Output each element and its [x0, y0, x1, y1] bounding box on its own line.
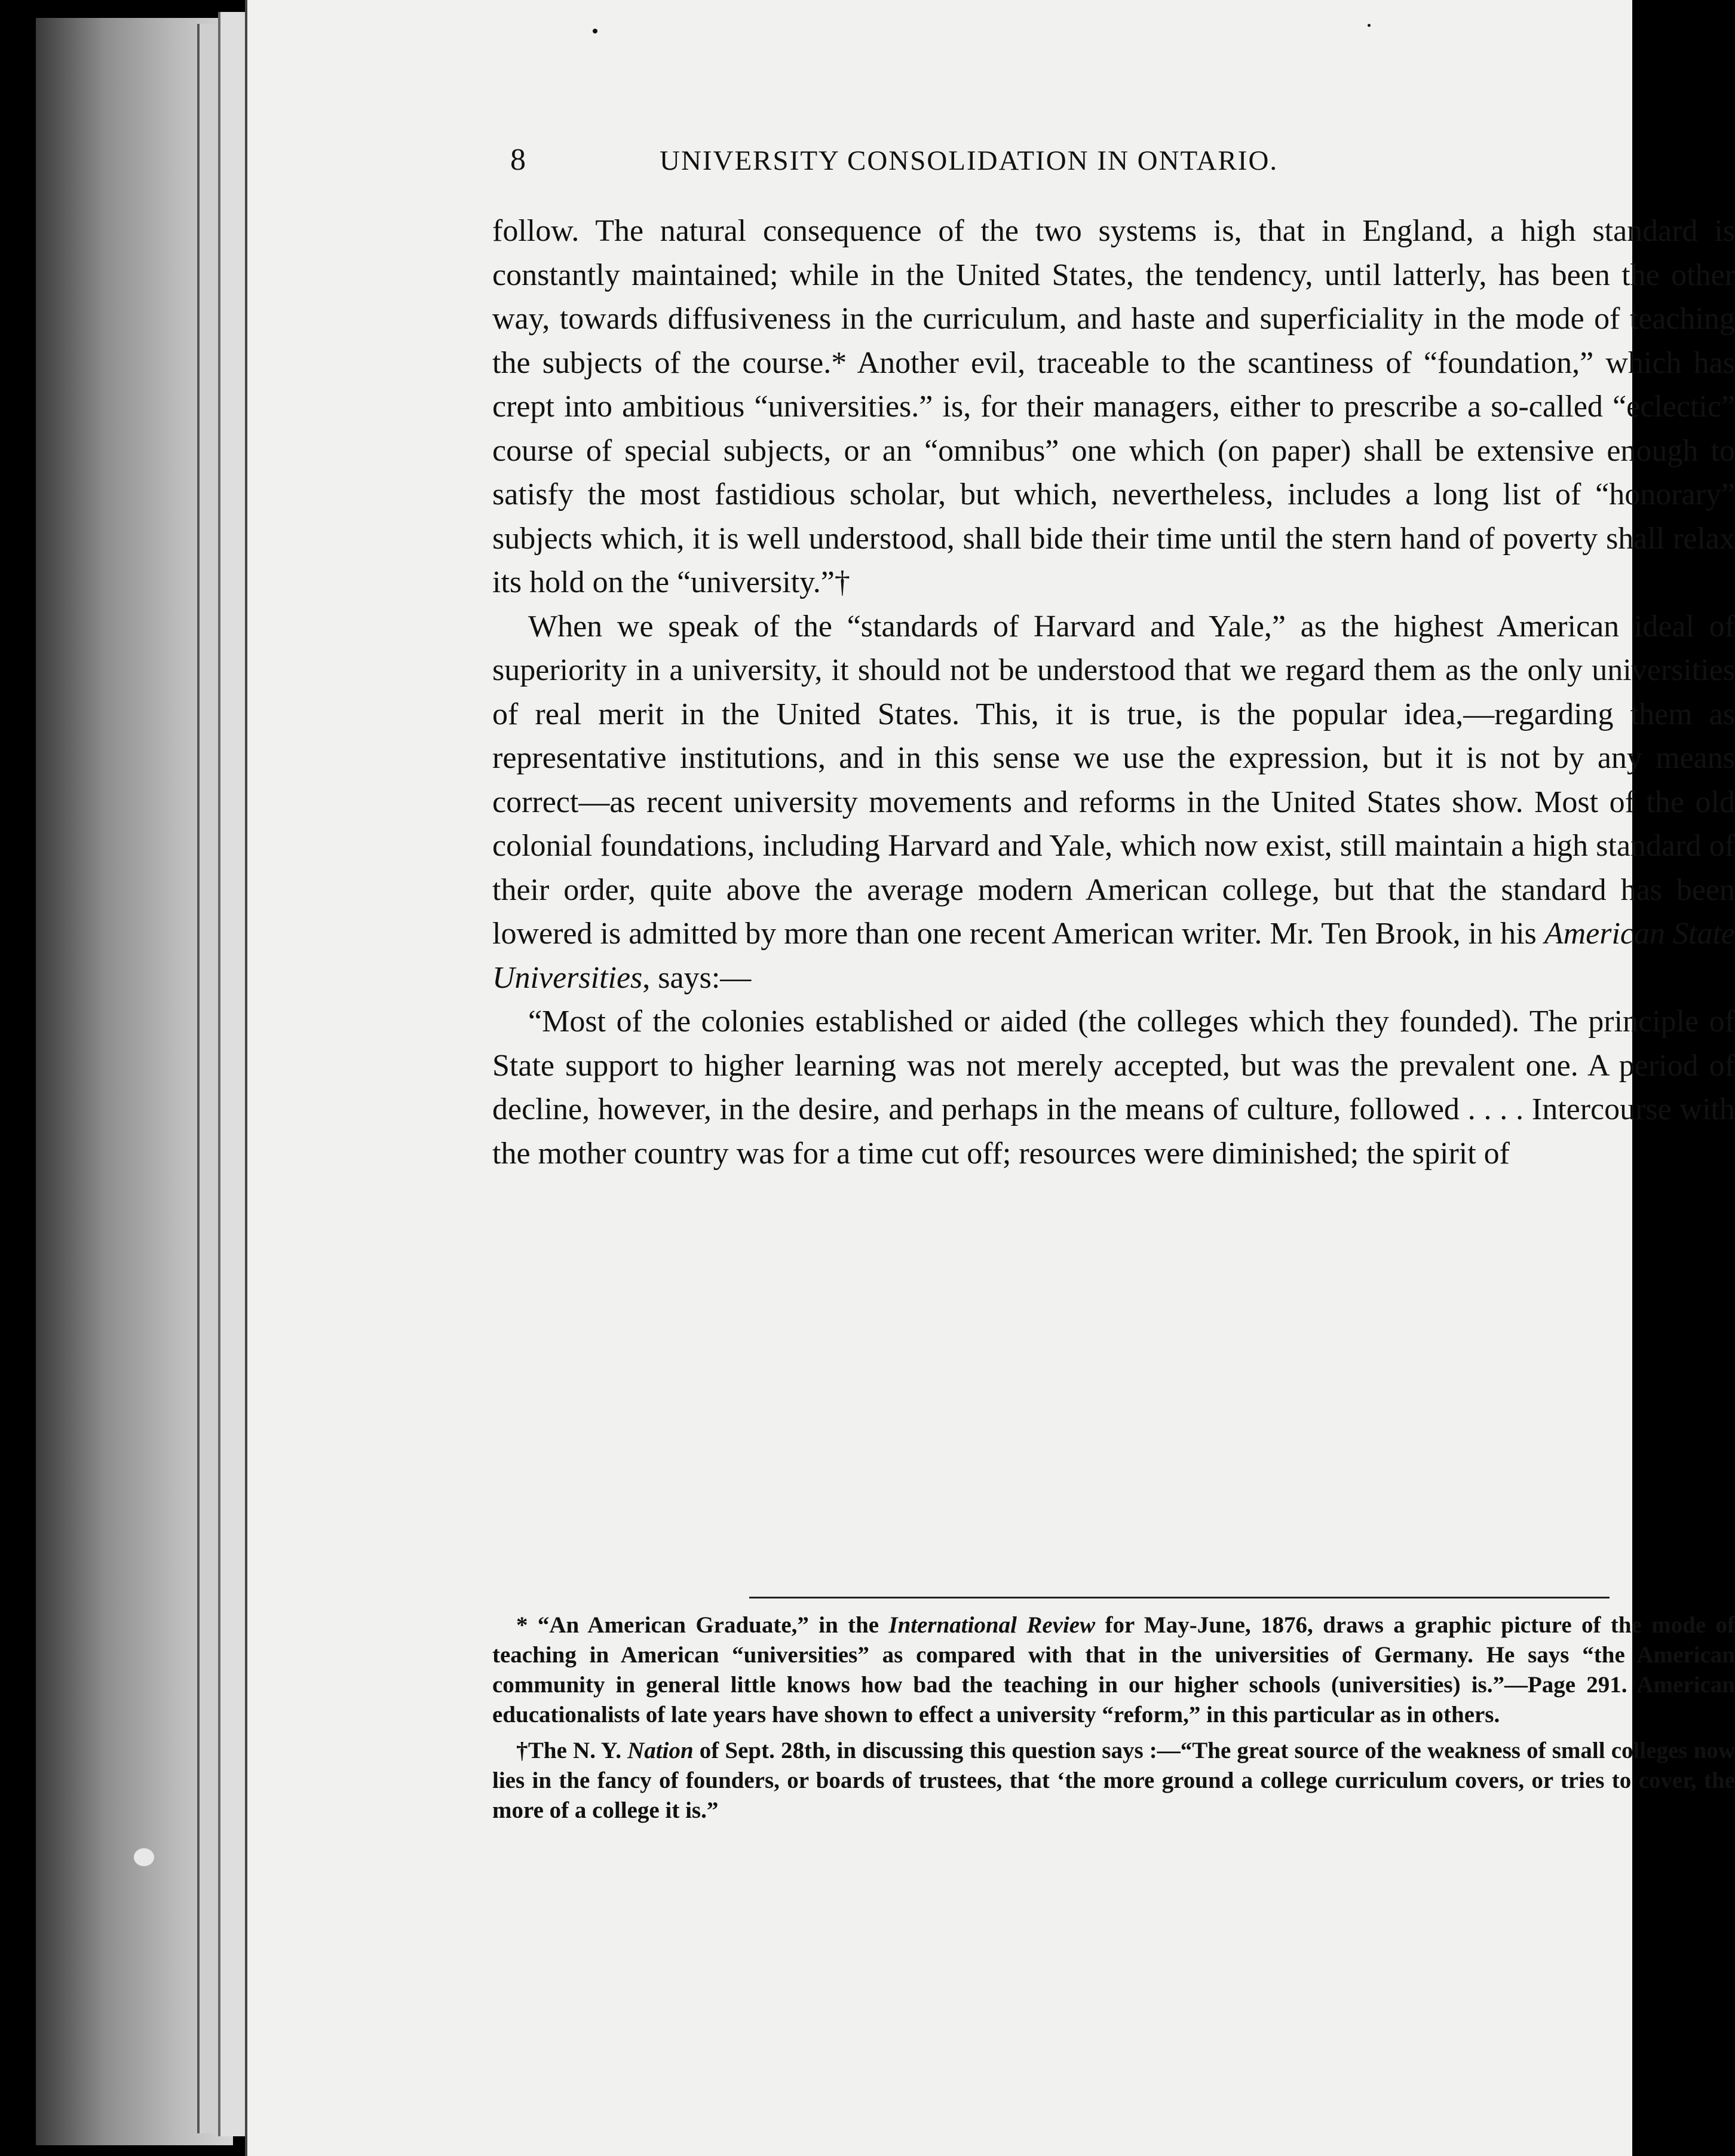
footnote-text: †The N. Y. — [516, 1738, 628, 1763]
book-page — [245, 0, 1735, 2156]
footnote-text: of Sept. 28th, in discussing this question says :—“The great source of the weakness of small colleges now lies in the fancy of founders, or boards of trustees, that ‘the more ground a college curriculum covers, or tries to cover, the more of a college it is.” — [492, 1738, 1735, 1823]
book-title: American State Universities — [492, 917, 1735, 995]
footnote-text: for May-June, 1876, draws a graphic picture of the mode of teaching in American “universities” as compared with that in the universities of Germany. He says “the American community in general little knows how bad the teaching in our higher schools (universities) is.”—Page 291. American educationalists of late years have shown to effect a university “reform,” in this particular as in others. — [492, 1612, 1735, 1728]
paragraph — [492, 605, 1735, 1000]
paragraph: follow. The natural consequence of the two systems is, that in England, a high standard is constantly maintained; while in the United States, the tendency, until latterly, has been the other way, towards diffusiveness in the curriculum, and haste and superficiality in the mode of teaching the subjects of the course.* Another evil, traceable to the scantiness of “foundation,” which has crept into ambitious “universities.” is, for their managers, either to prescribe a so-called “eclectic” course of special subjects, or an “omnibus” one which (on paper) shall be extensive enough to satisfy the most fastidious scholar, but which, nevertheless, includes a long list of “honorary” subjects which, it is well understood, shall bide their time until the stern hand of poverty shall relax its hold on the “university.”† — [492, 214, 1735, 599]
paragraph-text: , says:— — [642, 960, 752, 995]
paragraph-text: When we speak of the “standards of Harvard and Yale,” as the highest American ideal of superiority in a university, it should not be understood that we regard them as the only universities of real merit in the United States. This, it is true, is the popular idea,—regarding them as representative institutions, and in this sense we use the expression, but it is not by any means correct—as recent university movements and reforms in the United States show. Most of the old colonial foundations, including Harvard and Yale, which now exist, still maintain a high standard of their order, quite above the average modern American college, but that the standard has been lowered is admitted by more than one recent American writer. Mr. Ten Brook, in his — [492, 609, 1735, 951]
footnotes — [492, 1610, 1735, 1832]
journal-title: Nation — [627, 1738, 694, 1763]
journal-title: International Review — [888, 1612, 1096, 1638]
quotation: “Most of the colonies established or aided (the colleges which they founded). The principle of State support to higher learning was not merely accepted, but was the prevalent one. A period of decline, however, in the desire, and perhaps in the means of culture, followed . . . . Intercourse with the mother country was for a time cut off; resources were diminished; the spirit of — [492, 1004, 1735, 1171]
body-text — [492, 209, 1735, 1175]
footnote-text: * “An American Graduate,” in the — [516, 1612, 889, 1638]
footnote — [492, 1736, 1735, 1826]
footnote-divider — [749, 1597, 1610, 1598]
footnote — [492, 1610, 1735, 1730]
running-title: UNIVERSITY CONSOLIDATION IN ONTARIO. — [660, 145, 1279, 176]
page-number: 8 — [510, 143, 527, 177]
